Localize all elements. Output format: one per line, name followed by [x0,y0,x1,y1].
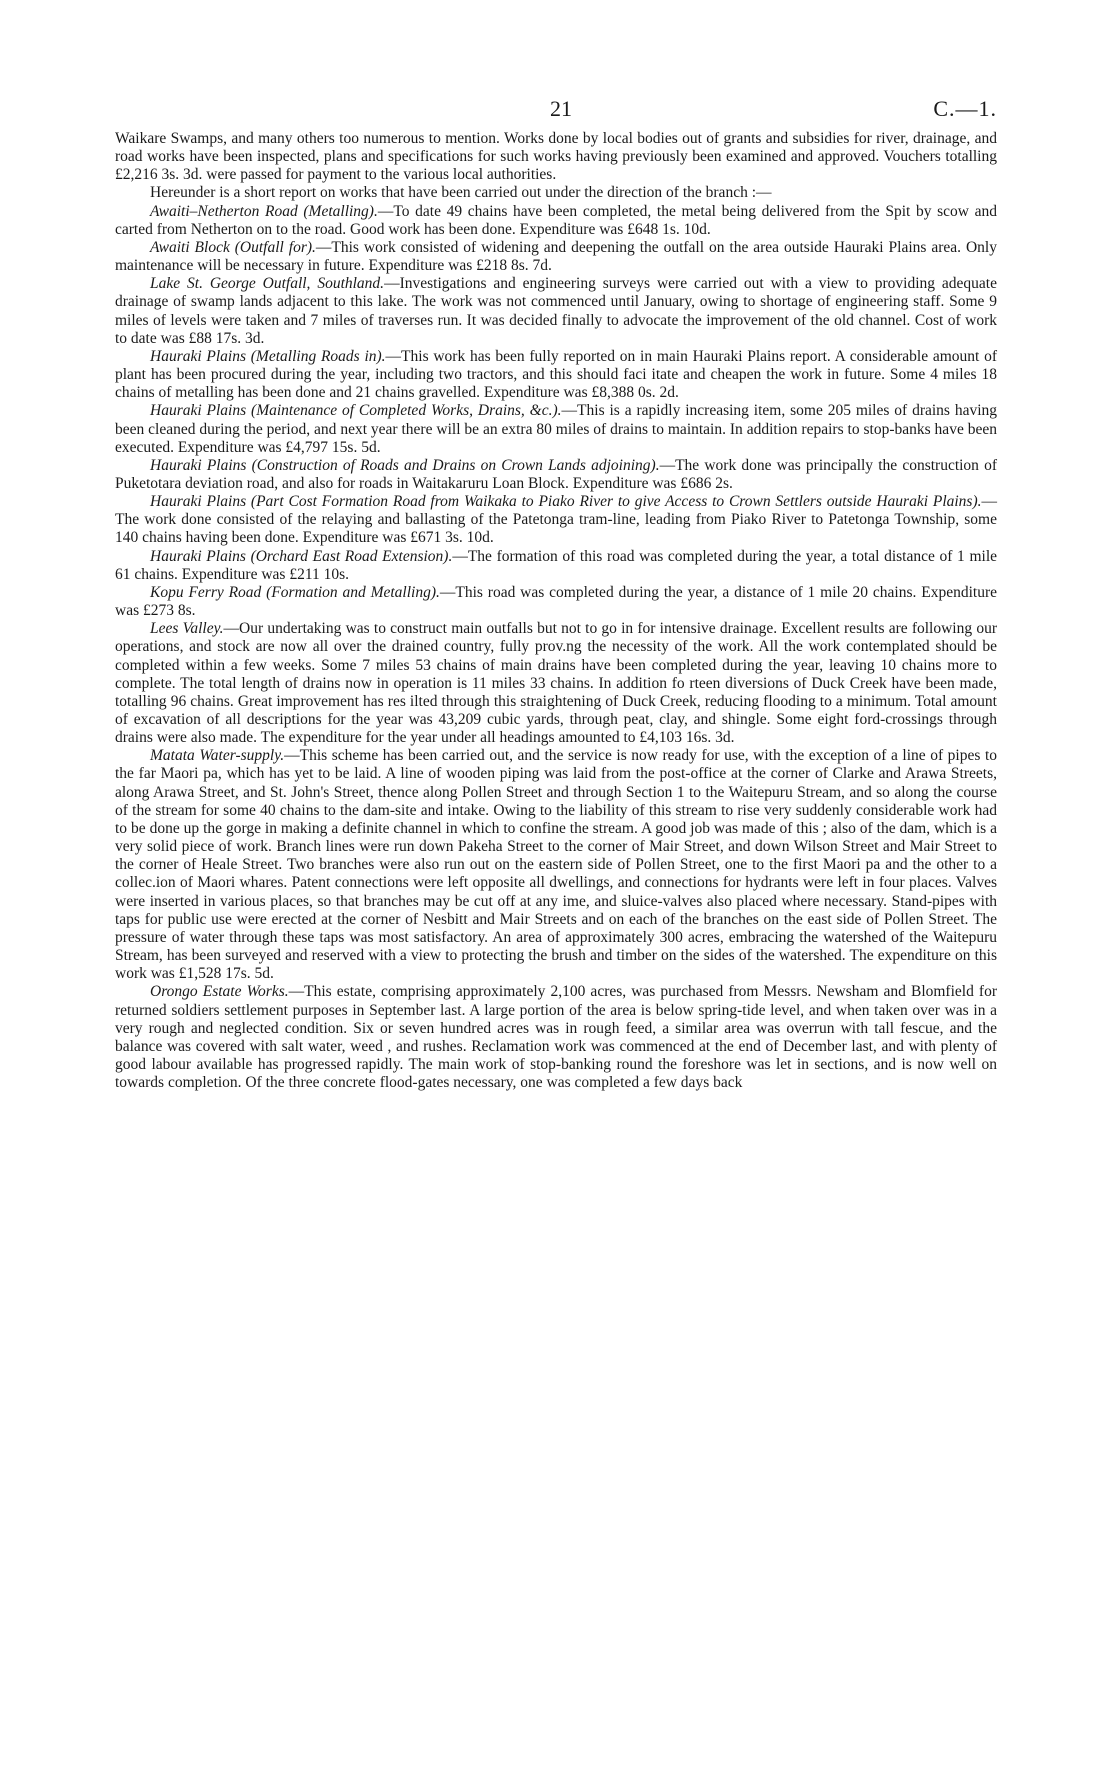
paragraph [115,275,997,348]
paragraph-heading: Hauraki Plains (Part Cost Formation Road from Waikaka to Piako River to give Access to Crown Settlers outside Hauraki Plains). [150,493,982,511]
page-header [115,96,997,130]
paragraph [115,130,997,184]
paragraph-heading: Awaiti Block (Outfall for). [150,238,316,256]
paper-reference: C.—1. [933,96,997,121]
paragraph-heading: Matata Water-supply. [150,747,285,765]
document-page [115,96,997,1092]
paragraph-text: Hereunder is a short report on works that have been carried out under the direction of the branch :— [150,184,772,202]
paragraph [115,747,997,983]
paragraph-text: —This road was completed during the year, a distance of 1 mile 20 chains. Expenditure was £273 8s. [115,583,997,620]
paragraph-heading: Orongo Estate Works. [150,983,289,1001]
paragraph-text: —The work done was principally the construction of Puketotara deviation road, and also for roads in Waitakaruru Loan Block. Expenditure was £686 2s. [115,456,998,492]
paragraph-text: —To date 49 chains have been completed, the metal being delivered from the Spit by scow and carted from Netherton on to the road. Good work has been done. Expenditure was £648 1s. 10d. [115,202,998,238]
paragraph-heading: Awaiti–Netherton Road (Metalling). [150,202,378,220]
paragraph [115,457,997,493]
paragraph-text: —This is a rapidly increasing item, some 205 miles of drains having been cleaned during the period, and next year there will be an extra 80 miles of drains to maintain. In addition repairs to stop-banks have been executed. Expenditure was £4,797 15s. 5d. [115,402,998,456]
paragraph-text: —Investigations and engineering surveys were carried out with a view to providing adequate drainage of swamp lands adjacent to this lake. The work was not commenced until January, owing to shortage of engineering staff. Some 9 miles of levels were taken and 7 miles of traverses run. It was decided finally to advocate the improvement of the old channel. Cost of work to date was £88 17s. 3d. [115,275,997,347]
paragraph [115,184,997,202]
paragraph [115,348,997,402]
paragraph-heading: Kopu Ferry Road (Formation and Metalling). [150,583,440,601]
paragraph-heading: Hauraki Plains (Metalling Roads in). [150,347,386,365]
body-text [115,130,997,1092]
paragraph-heading: Hauraki Plains (Maintenance of Completed Works, Drains, &c.). [150,402,562,420]
paragraph-heading: Hauraki Plains (Orchard East Road Extension). [150,547,453,565]
paragraph-text: —This work consisted of widening and deepening the outfall on the area outside Hauraki Plains area. Only maintenance will be necessary in future. Expenditure was £218 8s. 7d. [115,238,997,275]
paragraph-heading: Lake St. George Outfall, Southland. [150,275,385,293]
paragraph [115,584,997,620]
paragraph [115,493,997,547]
paragraph-text: —This scheme has been carried out, and the service is now ready for use, with the exception of a line of pipes to the far Maori pa, which has yet to be laid. A line of wooden piping was laid from the post-office at the corner of Clarke and Arawa Streets, along Arawa Street, and St. John's Street, thence along Pollen Street and through Section 1 to the Waitepuru Stream, and so along the course of the stream for some 40 chains to the dam-site and intake. Owing to the liability of this stream to rise very suddenly considerable work had to be done up the gorge in making a definite channel in which to confine the stream. A good job was made of this ; also of the dam, which is a very solid piece of work. Branch lines were run down Pakeha Street to the corner of Mair Street, and down Wilson Street and Mair Street to the corner of Heale Street. Two branches were also run out on the eastern side of Pollen Street, one to the first Maori pa and the other to a collec.ion of Maori whares. Patent connections were left opposite all dwellings, and connections for hydrants were left in four places. Valves were inserted in various places, so that branches may be cut off at any ime, and sluice-valves also placed where necessary. Stand-pipes with taps for public use were erected at the corner of Nesbitt and Mair Streets and on each of the branches on the east side of Pollen Street. The pressure of water through these taps was most satisfactory. An area of approximately 300 acres, embracing the watershed of the Waitepuru Stream, has been surveyed and reserved with a view to protecting the brush and timber on the sides of the watershed. The expenditure on this work was £1,528 17s. 5d. [115,747,997,983]
paragraph-text: —This estate, comprising approximately 2,100 acres, was purchased from Messrs. Newsham and Blomfield for returned soldiers settlement purposes in September last. A large portion of the area is below spring-tide level, and when taken over was in a very rough and neglected condition. Six or seven hundred acres was in rough feed, a similar area was overrun with tall fescue, and the balance was covered with salt water, weed , and rushes. Reclamation work was commenced at the end of December last, and with plenty of good labour available has progressed rapidly. The main work of stop-banking round the foreshore was let in sections, and is now well on towards completion. Of the three concrete flood-gates necessary, one was completed a few days back [115,983,997,1092]
paragraph [115,983,997,1092]
paragraph-text: Waikare Swamps, and many others too numerous to mention. Works done by local bodies out of grants and subsidies for river, drainage, and road works have been inspected, plans and specifications for such works having previously been examined and approved. Vouchers totalling £2,216 3s. 3d. were passed for payment to the various local authorities. [115,130,997,184]
paragraph-text: —Our undertaking was to construct main outfalls but not to go in for intensive drainage. Excellent results are following our operations, and stock are now all over the drained country, fully prov.ng the necessity of the work. All the work contemplated should be completed within a few weeks. Some 7 miles 53 chains of main drains have been completed during the year, leaving 10 chains more to complete. The total length of drains now in operation is 11 miles 33 chains. In addition fo rteen diversions of Duck Creek have been made, totalling 96 chains. Great improvement has res ilted through this straightening of Duck Creek, reducing flooding to a minimum. Total amount of excavation of all descriptions for the year was 43,209 cubic yards, through peat, clay, and shingle. Some eight ford-crossings through drains were also made. The expenditure for the year under all headings amounted to £4,103 16s. 3d. [115,620,997,747]
page-number: 21 [550,96,572,121]
paragraph-heading: Hauraki Plains (Construction of Roads and Drains on Crown Lands adjoining). [150,456,660,474]
paragraph [115,548,997,584]
paragraph [115,620,997,747]
paragraph-text: —The work done consisted of the relaying and ballasting of the Patetonga tram-line, leading from Piako River to Patetonga Township, some 140 chains having been done. Expenditure was £671 3s. 10d. [115,493,997,547]
paragraph [115,402,997,456]
paragraph-text: —This work has been fully reported on in main Hauraki Plains report. A considerable amount of plant has been procured during the year, including two tractors, and this should faci itate and cheapen the work in future. Some 4 miles 18 chains of metalling has been done and 21 chains gravelled. Expenditure was £8,388 0s. 2d. [115,347,997,402]
paragraph [115,203,997,239]
paragraph [115,239,997,275]
paragraph-heading: Lees Valley. [150,620,224,638]
paragraph-text: —The formation of this road was completed during the year, a total distance of 1 mile 61 chains. Expenditure was £211 10s. [115,547,998,583]
